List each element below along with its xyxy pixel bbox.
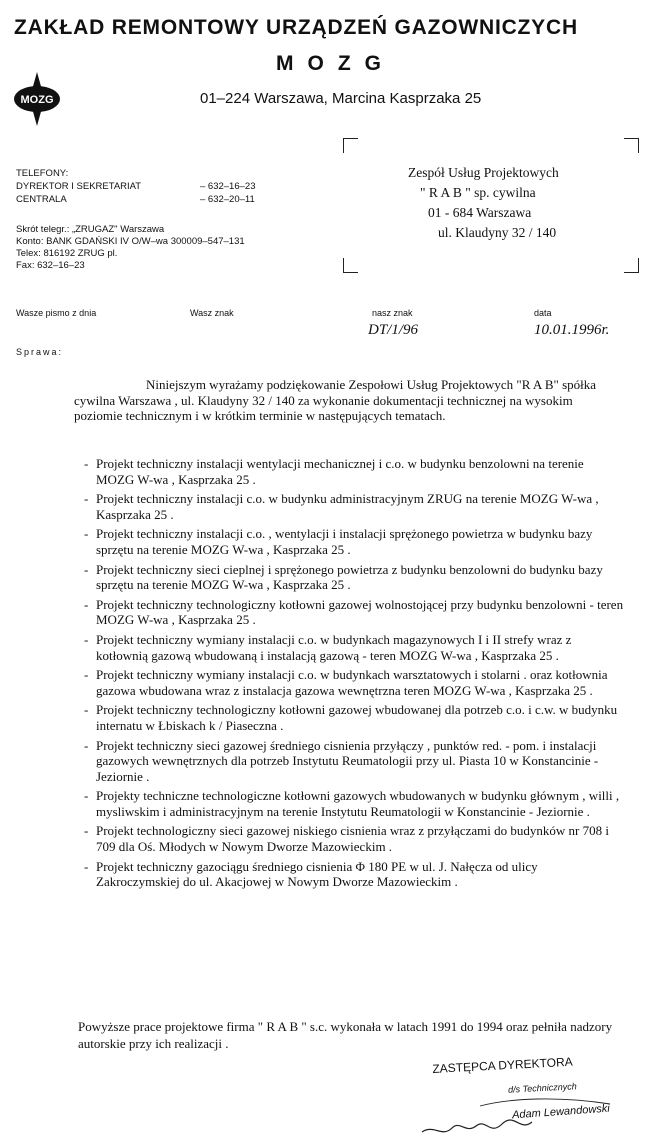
organization-name: ZAKŁAD REMONTOWY URZĄDZEŃ GAZOWNICZYCH — [14, 16, 578, 39]
list-item: - Projekt techniczny wymiany instalacji c.o. w budynkach warsztatowych i stolarni . oraz kotłownia gazowa wbudowana wraz z instalacja gazowa wewnętrzna teren MOZG W-wa , Kasprzaka 25 . — [84, 667, 624, 698]
list-item: - Projekt techniczny gazociągu średniego cisnienia Φ 180 PE w ul. J. Nałęcza od ulicy Zakroczymskiej do ul. Akacjowej w Nowym Dworze Mazowieckim . — [84, 859, 624, 890]
logo-emblem-icon — [6, 70, 68, 128]
list-item: - Projekt techniczny sieci cieplnej i sprężonego powietrza z budynku benzolowni do budynku bazy sprzętu na terenie MOZG W-wa , Kasprzaka 25 . — [84, 562, 624, 593]
recipient-line: ul. Klaudyny 32 / 140 — [438, 225, 557, 240]
recipient-line: 01 - 684 Warszawa — [428, 205, 532, 220]
telegraph-address: Skrót telegr.: „ZRUGAZ" Warszawa — [16, 224, 165, 235]
telex-number: Telex: 816192 ZRUG pl. — [16, 248, 118, 259]
list-item: - Projekt techniczny wymiany instalacji c.o. w budynkach magazynowych I i II strefy wraz z kotłownią gazową wbudowaną i instalacją gazową - teren MOZG W-wa , Kasprzaka 25 . — [84, 632, 624, 663]
director-label: DYREKTOR I SEKRETARIAT — [16, 181, 142, 192]
address-window-corner — [343, 258, 358, 273]
central-label: CENTRALA — [16, 194, 67, 205]
your-letter-label: Wasze pismo z dnia — [16, 308, 97, 318]
list-item: - Projekt techniczny instalacji wentylacji mechanicznej i c.o. w budynku benzolowni na terenie MOZG W-wa , Kasprzaka 25 . — [84, 456, 624, 487]
list-item: - Projekt techniczny technologiczny kotłowni gazowej wolnostojącej przy budynku benzolowni - teren MOZG W-wa , Kasprzaka 25 . — [84, 597, 624, 628]
signatory-subtitle: d/s Technicznych — [507, 1081, 577, 1095]
date-value: 10.01.1996r. — [534, 322, 610, 338]
letter-closing: Powyższe prace projektowe firma " R A B " s.c. wykonała w latach 1991 do 1994 oraz pełniła nadzory autorskie przy ich realizacji . — [78, 1019, 613, 1051]
phones-heading: TELEFONY: — [16, 168, 69, 179]
our-ref-value: DT/1/96 — [368, 322, 419, 338]
central-phone: – 632–20–11 — [200, 194, 255, 205]
address-window-corner — [624, 258, 639, 273]
list-item: - Projekt techniczny instalacji c.o. , wentylacji i instalacji sprężonego powietrza w budynku bazy sprzętu na terenie MOZG W-wa , Kasprzaka 25 . — [84, 526, 624, 557]
date-label: data — [534, 308, 552, 318]
director-phone-row — [16, 181, 141, 193]
list-item: - Projekt techniczny instalacji c.o. w budynku administracyjnym ZRUG na terenie MOZG W-wa , Kasprzaka 25 . — [84, 491, 624, 522]
subject-label: Sprawa: — [16, 347, 64, 357]
bank-account: Konto: BANK GDAŃSKI IV O/W–wa 300009–547–131 — [16, 236, 245, 247]
list-item: - Projekt techniczny technologiczny kotłowni gazowej wbudowanej dla potrzeb c.o. i c.w. w budynku internatu w Łbiskach k / Piaseczna . — [84, 702, 624, 733]
list-item: - Projekt technologiczny sieci gazowej niskiego cisnienia wraz z przyłączami do budynków nr 708 i 709 dla Oś. Młodych w Nowym Dworze Mazowieckim . — [84, 823, 624, 854]
recipient-line: " R A B " sp. cywilna — [420, 185, 536, 200]
director-phone: – 632–16–23 — [200, 181, 256, 192]
list-item: - Projekty techniczne technologiczne kotłowni gazowych wbudowanych w budynku głównym , willi , mysliwskim i administracyjnym na terenie Instytutu Reumatologii w Konstancinie - Jeziornie . — [84, 788, 624, 819]
list-item: - Projekt techniczny sieci gazowej średniego cisnienia przyłączy , punktów red. - pom. i instalacji gazowych wewnętrznych dla potrzeb Instytutu Reumatologii przy ul. Piasta 10 w Konstancinie - Jeziornie . — [84, 738, 624, 785]
organization-acronym: MOZG — [276, 52, 395, 75]
our-ref-label: nasz znak — [372, 308, 413, 318]
recipient-line: Zespół Usług Projektowych — [408, 165, 559, 180]
project-list — [84, 456, 624, 894]
company-logo — [6, 70, 68, 128]
central-phone-row — [16, 194, 67, 206]
letter-intro: Niniejszym wyrażamy podziękowanie Zespołowi Usług Projektowych "R A B" spółka cywilna Warszawa , ul. Klaudyny 32 / 140 za wykonanie dokumentacji technicznej na wysokim poziomie technicznym i w krótkim terminie w następujących tematach. — [74, 377, 597, 424]
fax-number: Fax: 632–16–23 — [16, 260, 85, 271]
your-ref-label: Wasz znak — [190, 308, 234, 318]
company-address: 01–224 Warszawa, Marcina Kasprzaka 25 — [200, 90, 482, 107]
recipient-address — [408, 163, 559, 243]
logo-text: MOZG — [20, 94, 54, 106]
address-window-corner — [343, 138, 358, 153]
company-contact-details — [16, 224, 245, 272]
signatory-title: ZASTĘPCA DYREKTORA — [432, 1054, 574, 1076]
signatory-name: Adam Lewandowski — [511, 1102, 611, 1122]
address-window-corner — [624, 138, 639, 153]
